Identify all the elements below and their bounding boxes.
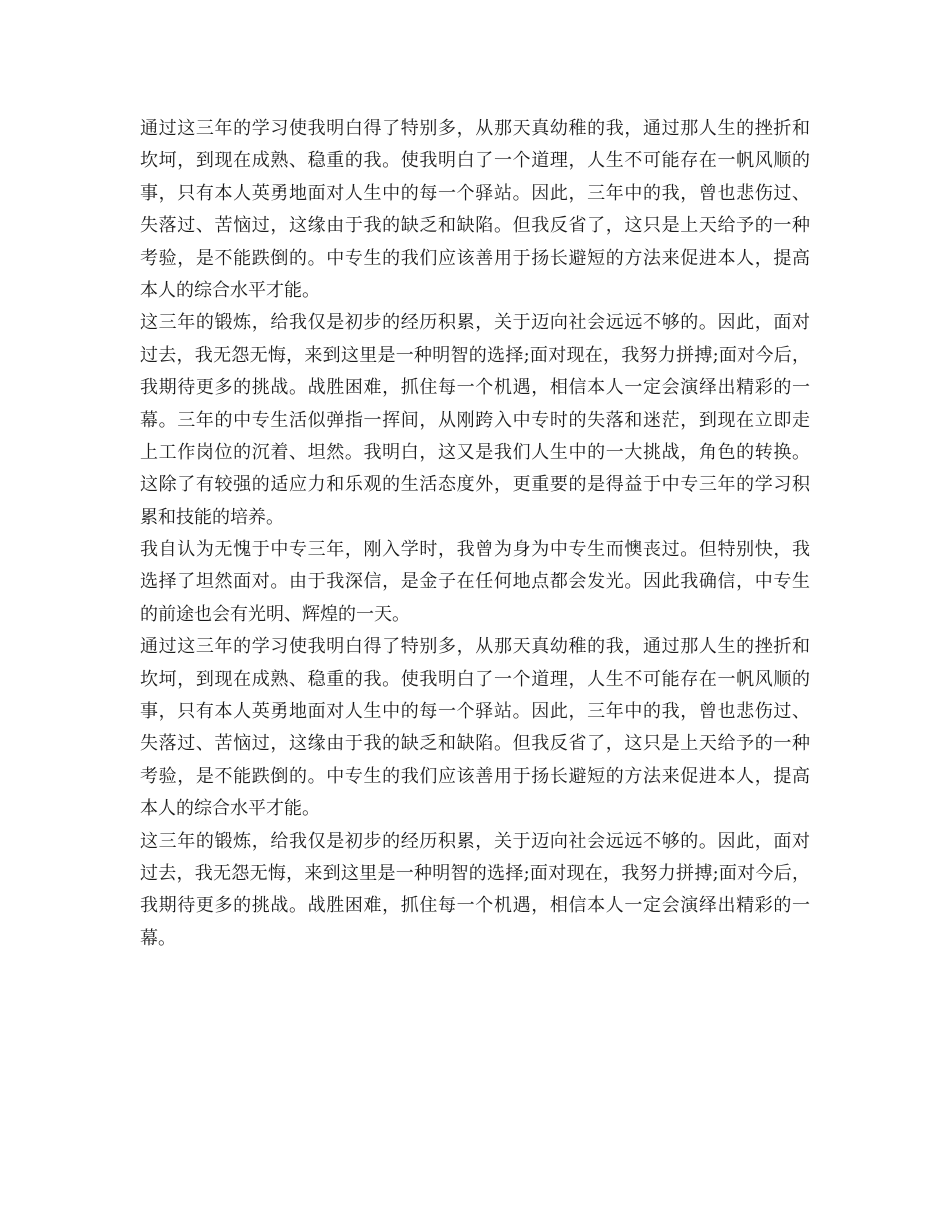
paragraph-5: [140, 826, 810, 956]
text-line: 这三年的锻炼，给我仅是初步的经历积累，关于迈向社会远远不够的。因此，面对: [140, 312, 810, 334]
text-line: 通过这三年的学习使我明白得了特别多，从那天真幼稚的我，通过那人生的挫折和: [140, 636, 810, 658]
text-line: 事，只有本人英勇地面对人生中的每一个驿站。因此，三年中的我，曾也悲伤过、: [140, 701, 810, 723]
paragraph-4: [140, 631, 810, 825]
text-line: 幕。三年的中专生活似弹指一挥间，从刚跨入中专时的失落和迷茫，到现在立即走: [140, 409, 810, 431]
text-line: 本人的综合水平才能。: [140, 279, 320, 301]
text-line: 事，只有本人英勇地面对人生中的每一个驿站。因此，三年中的我，曾也悲伤过、: [140, 182, 810, 204]
paragraph-3: [140, 534, 810, 631]
text-line: 失落过、苦恼过，这缘由于我的缺乏和缺陷。但我反省了，这只是上天给予的一种: [140, 215, 810, 237]
text-line: 本人的综合水平才能。: [140, 798, 320, 820]
text-line: 的前途也会有光明、辉煌的一天。: [140, 603, 410, 625]
text-line: 考验，是不能跌倒的。中专生的我们应该善用于扬长避短的方法来促进本人，提高: [140, 765, 810, 787]
text-line: 我期待更多的挑战。战胜困难，抓住每一个机遇，相信本人一定会演绎出精彩的一: [140, 377, 810, 399]
text-line: 失落过、苦恼过，这缘由于我的缺乏和缺陷。但我反省了，这只是上天给予的一种: [140, 733, 810, 755]
document-body: [140, 113, 810, 955]
text-line: 我自认为无愧于中专三年，刚入学时，我曾为身为中专生而懊丧过。但特别快，我: [140, 539, 810, 561]
text-line: 上工作岗位的沉着、坦然。我明白，这又是我们人生中的一大挑战，角色的转换。: [140, 441, 810, 463]
text-line: 过去，我无怨无悔，来到这里是一种明智的选择;面对现在，我努力拼搏;面对今后，: [140, 862, 810, 884]
paragraph-2: [140, 307, 810, 534]
text-line: 坎坷，到现在成熟、稳重的我。使我明白了一个道理，人生不可能存在一帆风顺的: [140, 668, 810, 690]
text-line: 考验，是不能跌倒的。中专生的我们应该善用于扬长避短的方法来促进本人，提高: [140, 247, 810, 269]
text-line: 幕。: [140, 927, 176, 949]
text-line: 累和技能的培养。: [140, 506, 284, 528]
text-line: 我期待更多的挑战。战胜困难，抓住每一个机遇，相信本人一定会演绎出精彩的一: [140, 895, 810, 917]
paragraph-1: [140, 113, 810, 307]
text-line: 选择了坦然面对。由于我深信，是金子在任何地点都会发光。因此我确信，中专生: [140, 571, 810, 593]
text-line: 这三年的锻炼，给我仅是初步的经历积累，关于迈向社会远远不够的。因此，面对: [140, 830, 810, 852]
text-line: 过去，我无怨无悔，来到这里是一种明智的选择;面对现在，我努力拼搏;面对今后，: [140, 344, 810, 366]
text-line: 这除了有较强的适应力和乐观的生活态度外，更重要的是得益于中专三年的学习积: [140, 474, 810, 496]
text-line: 坎坷，到现在成熟、稳重的我。使我明白了一个道理，人生不可能存在一帆风顺的: [140, 150, 810, 172]
text-line: 通过这三年的学习使我明白得了特别多，从那天真幼稚的我，通过那人生的挫折和: [140, 118, 810, 139]
